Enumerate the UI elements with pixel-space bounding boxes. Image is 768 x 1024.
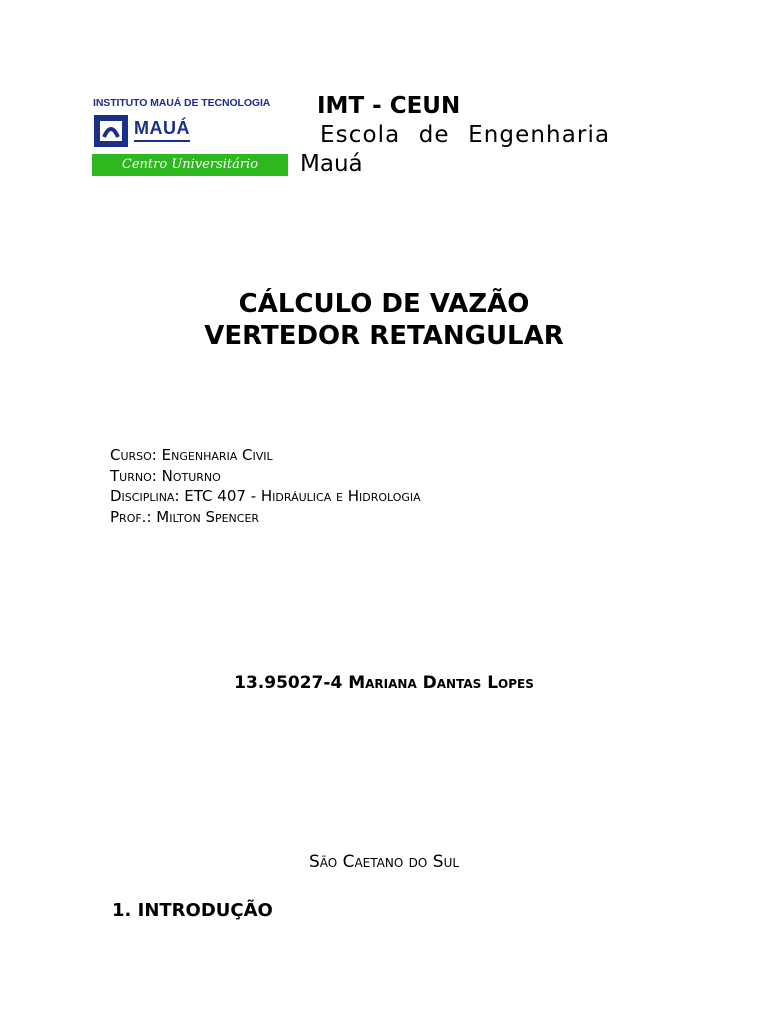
info-label: Curso: — [110, 446, 157, 464]
info-value: ETC 407 - Hidráulica e Hidrologia — [184, 487, 421, 505]
course-info — [110, 445, 421, 527]
info-row-discipline — [110, 486, 421, 507]
info-value: Noturno — [161, 466, 221, 485]
header-line-3: Mauá — [300, 151, 363, 177]
logo-underline — [134, 140, 190, 142]
student-id: 13.95027-4 — [234, 673, 343, 693]
title-line-2: VERTEDOR RETANGULAR — [204, 321, 564, 351]
header-line-1: IMT - CEUN — [317, 93, 461, 119]
header-block — [300, 92, 660, 179]
logo-brand-row — [92, 114, 288, 150]
info-label: Disciplina: — [110, 487, 180, 505]
logo-institution-text: INSTITUTO MAUÁ DE TECNOLOGIA — [93, 97, 271, 109]
maua-emblem-icon — [94, 115, 128, 147]
student-name: Mariana Dantas Lopes — [348, 673, 534, 693]
info-value: Milton Spencer — [156, 507, 260, 526]
logo-tagline: Centro Universitário — [92, 154, 288, 176]
info-row-professor — [110, 507, 421, 528]
city-name: São Caetano do Sul — [308, 852, 460, 872]
info-row-shift — [110, 466, 421, 487]
info-label: Prof.: — [110, 507, 152, 526]
institution-logo — [92, 96, 288, 180]
document-title — [0, 288, 768, 352]
info-value: Engenharia Civil — [161, 446, 273, 464]
header-line-2: Escola de Engenharia — [320, 122, 611, 148]
info-label: Turno: — [110, 466, 157, 485]
info-row-course — [110, 445, 421, 466]
title-line-1: CÁLCULO DE VAZÃO — [238, 289, 530, 319]
section-heading: 1. INTRODUÇÃO — [112, 900, 273, 921]
student-line — [0, 673, 768, 693]
logo-brand-text: MAUÁ — [134, 118, 190, 138]
